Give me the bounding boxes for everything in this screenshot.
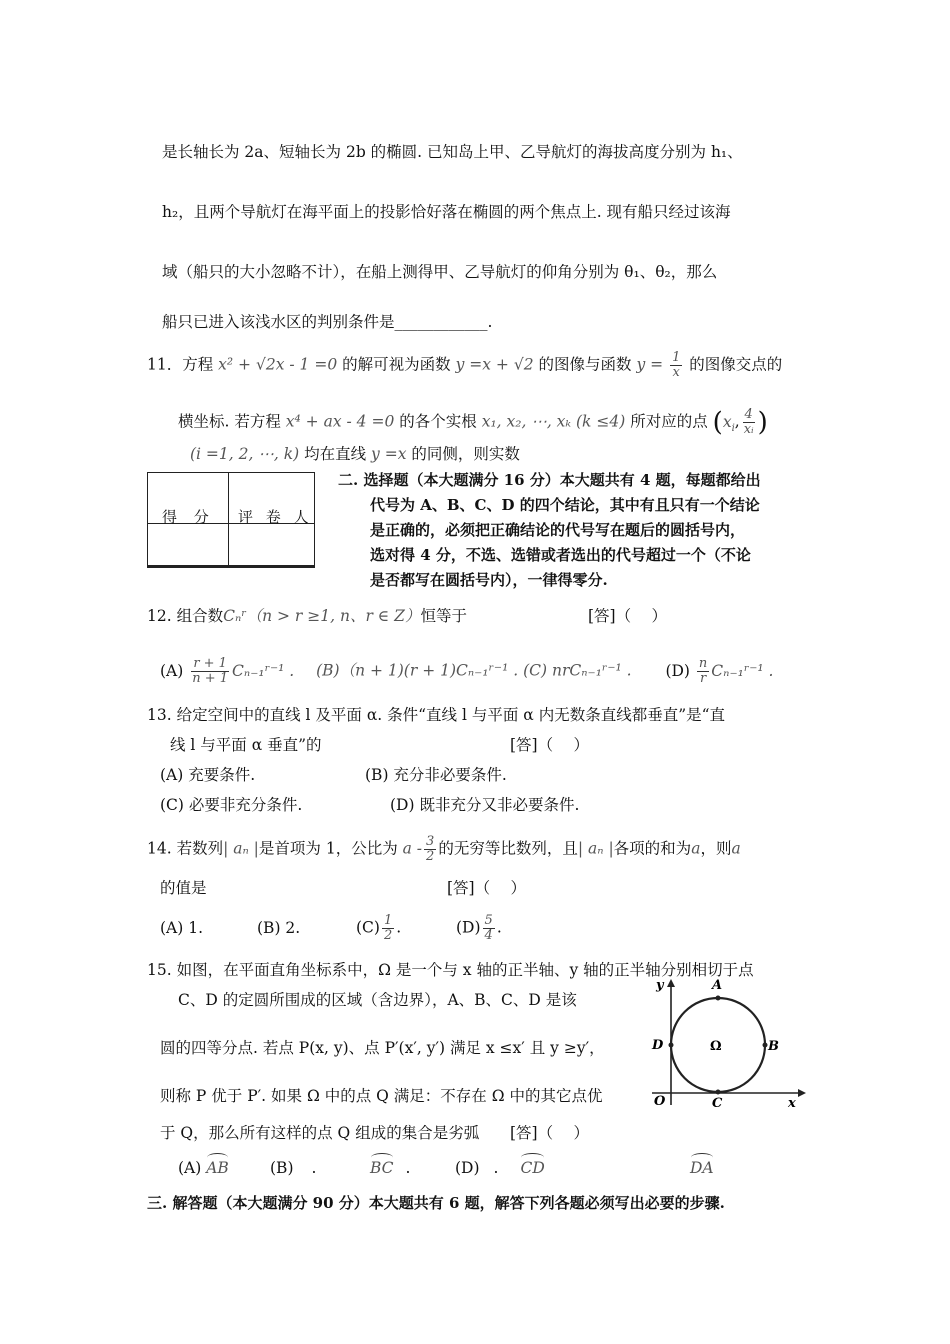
q11-text-e: 横坐标. 若方程	[178, 412, 281, 431]
q11-text-j: 的同侧，则实数	[411, 445, 520, 463]
q12-option-b: (B)（n + 1)(r + 1)Cₙ₋₁ʳ⁻¹ .	[316, 661, 519, 680]
label-c: C	[712, 1096, 723, 1110]
q11-eq4: x⁴ + ax - 4 =0	[285, 412, 395, 431]
section2-line-1: 二. 选择题（本大题满分 16 分）本大题共有 4 题，每题都给出	[338, 471, 761, 489]
q10-line-2: h₂，且两个导航灯在海平面上的投影恰好落在椭圆的两个焦点上. 现有船只经过该海	[162, 203, 731, 221]
q12-option-a: (A) $\frac{r + 1}{n + 1}$ Cₙ₋₁ʳ⁻¹ .	[160, 656, 295, 686]
q12-option-d: (D) $\frac{n}{r}$ Cₙ₋₁ʳ⁻¹ .	[665, 656, 774, 686]
score-label: 得 分	[162, 508, 215, 526]
circle-figure	[640, 975, 810, 1110]
q14-option-c: (C) $\frac{1}{2}$ .	[356, 913, 402, 943]
q12-options	[160, 657, 773, 686]
q14-line-1: 14. 若数列| aₙ |是首项为 1，公比为 a - $\frac{3}{2}$ 的无穷等比数列，且| aₙ |各项的和为a，则a	[147, 834, 741, 864]
q11-eq3: y =	[636, 355, 664, 374]
q11-eq5: x₁, x₂, ⋯, xₖ (k ≤4)	[481, 412, 626, 431]
q13-option-b: (B) 充分非必要条件.	[365, 766, 507, 784]
q15-option-a: (A) AB	[178, 1159, 229, 1177]
q11-frac-2-den: xᵢ	[743, 422, 754, 437]
label-a: A	[712, 978, 723, 993]
point-d	[669, 1043, 674, 1048]
point-c	[716, 1090, 721, 1095]
q11-line-1	[147, 351, 782, 380]
q13-line-1: 13. 给定空间中的直线 l 及平面 α. 条件“直线 l 与平面 α 内无数条直线都垂直”是“直	[147, 706, 726, 724]
q14-option-a: (A) 1.	[160, 919, 204, 937]
y-axis-arrow	[667, 979, 675, 987]
q13-option-a: (A) 充要条件.	[160, 766, 256, 784]
q11-text-g: 所对应的点	[630, 412, 708, 431]
q11-text-a: 11．方程	[147, 355, 214, 374]
label-b: B	[768, 1039, 779, 1054]
q11-frac-2	[742, 408, 756, 437]
q15-option-b: (B) .	[270, 1159, 317, 1177]
q13-line-2: 线 l 与平面 α 垂直”的	[170, 736, 322, 754]
arc-cd: CD	[520, 1159, 545, 1177]
q15-option-e	[690, 1158, 714, 1178]
q15-line-5: 于 Q，那么所有这样的点 Q 组成的集合是劣弧	[160, 1124, 480, 1142]
q12-answer-slot: [答]（ ）	[588, 607, 668, 625]
label-o: O	[654, 1094, 666, 1109]
label-omega: Ω	[710, 1039, 722, 1054]
label-y: y	[656, 978, 664, 993]
q11-text-i: 均在直线	[304, 445, 367, 463]
score-table	[147, 472, 315, 568]
q11-text-b: 的解可视为函数	[342, 355, 451, 374]
q14-option-b: (B) 2.	[257, 919, 301, 937]
q10-line-3: 域（船只的大小忽略不计），在船上测得甲、乙导航灯的仰角分别为 θ₁、θ₂，那么	[162, 263, 718, 281]
label-d: D	[652, 1038, 664, 1053]
q11-frac-1	[670, 351, 682, 380]
q10-line-4: 船只已进入该浅水区的判别条件是____________.	[162, 313, 493, 331]
arc-bc: BC	[370, 1159, 394, 1177]
point-a	[716, 996, 721, 1001]
grader-label: 评 卷 人	[238, 508, 313, 526]
q11-eq6: y =x	[371, 445, 407, 463]
section2-line-5: 是否都写在圆括号内），一律得零分.	[370, 571, 608, 589]
q11-index-range: (i =1, 2, ⋯, k)	[190, 445, 300, 463]
q15-option-c: BC .	[370, 1159, 411, 1177]
q11-line-2: 横坐标. 若方程 x⁴ + ax - 4 =0 的各个实根 x₁, x₂, ⋯, xₖ (k ≤4) 所对应的点 ($x_i$, $\frac{4}{\text{xᵢ}}$ )	[178, 407, 768, 438]
q15-line-2: C、D 的定圆所围成的区域（含边界），A、B、C、D 是该	[178, 991, 577, 1009]
x-axis-arrow	[798, 1089, 806, 1097]
section2-line-2: 代号为 A、B、C、D 的四个结论，其中有且只有一个结论	[370, 496, 760, 514]
point-b	[763, 1043, 768, 1048]
section2-line-3: 是正确的，必须把正确结论的代号写在题后的圆括号内，	[370, 521, 746, 539]
q11-text-d: 的图像交点的	[689, 355, 783, 374]
q12-stem: 12. 组合数Cₙʳ（n > r ≥1, n、r ∈ Z）恒等于	[147, 607, 467, 625]
q11-eq2: y =x + √2	[455, 355, 534, 374]
q13-option-c: (C) 必要非充分条件.	[160, 796, 303, 814]
q11-eq1: x² + √2x - 1 =0	[218, 355, 338, 374]
section3-header: 三. 解答题（本大题满分 90 分）本大题共有 6 题，解答下列各题必须写出必要的步骤.	[147, 1194, 725, 1212]
q11-frac-1-den: x	[672, 365, 680, 380]
q11-point-x: $x_i$	[722, 412, 735, 434]
q13-option-d: (D) 既非充分又非必要条件.	[390, 796, 580, 814]
arc-ab: AB	[206, 1159, 229, 1177]
q15-answer-slot: [答]（ ）	[510, 1124, 590, 1142]
q14-answer-slot: [答]（ ）	[447, 879, 527, 897]
section2-line-4: 选对得 4 分，不选、选错或者选出的代号超过一个（不论	[370, 546, 751, 564]
label-x: x	[788, 1096, 796, 1110]
q15-option-d: (D) . CD	[455, 1159, 545, 1177]
q15-line-1: 15. 如图，在平面直角坐标系中，Ω 是一个与 x 轴的正半轴、y 轴的正半轴分别相切于点	[147, 961, 754, 979]
q14-option-d: (D) $\frac{5}{4}$ .	[456, 913, 502, 943]
q13-answer-slot: [答]（ ）	[510, 736, 590, 754]
q11-text-c: 的图像与函数	[538, 355, 632, 374]
q12-option-c: (C) nrCₙ₋₁ʳ⁻¹ .	[523, 661, 632, 680]
q10-line-1: 是长轴长为 2a、短轴长为 2b 的椭圆. 已知岛上甲、乙导航灯的海拔高度分别为 h₁、	[162, 143, 743, 161]
arc-da: DA	[690, 1159, 714, 1177]
q14-sequence: | aₙ |	[223, 839, 259, 858]
q11-frac-2-num: 4	[744, 407, 753, 422]
q11-text-f: 的各个实根	[399, 412, 477, 431]
q15-line-4: 则称 P 优于 P′. 如果 Ω 中的点 Q 满足：不存在 Ω 中的其它点优	[160, 1087, 603, 1105]
q11-line-3	[190, 444, 520, 464]
q15-line-3: 圆的四等分点. 若点 P(x, y)、点 P′(x′, y′) 满足 x ≤x′ 且 y ≥y′，	[160, 1039, 605, 1057]
q11-frac-1-num: 1	[672, 350, 681, 365]
q14-ratio-frac: $\frac{3}{2}$	[426, 834, 435, 864]
q12-expr: Cₙʳ（n > r ≥1, n、r ∈ Z）	[223, 607, 421, 625]
q14-line-2: 的值是	[160, 879, 207, 897]
